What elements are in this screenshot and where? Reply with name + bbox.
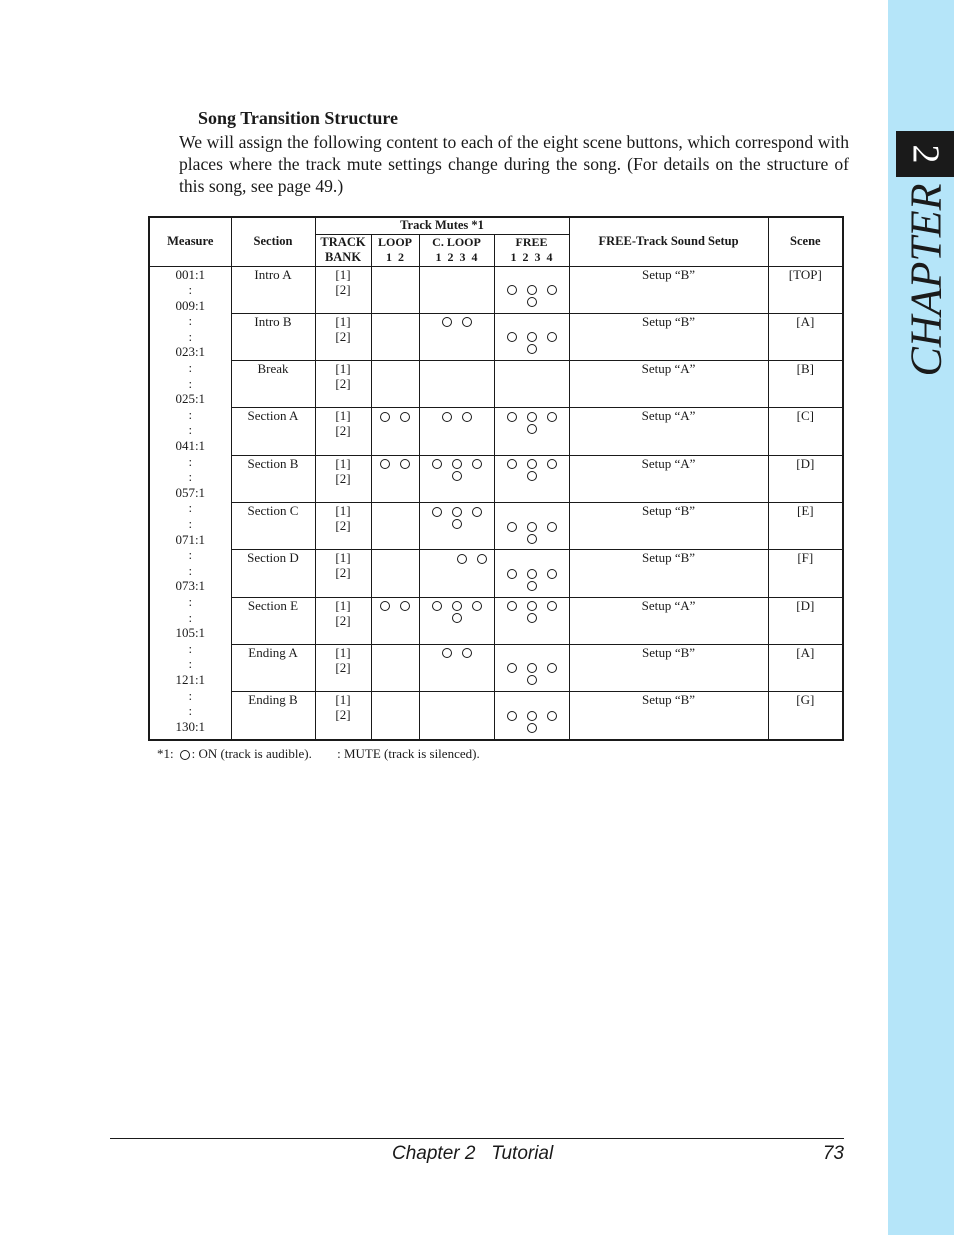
bank-2-mutes: [372, 425, 419, 440]
section-name: Intro B: [231, 313, 315, 360]
measure-mark: :: [188, 640, 193, 656]
chapter-number-box: [896, 131, 954, 177]
header-track-mutes: Track Mutes *1: [315, 217, 569, 234]
bank-1-mutes: [420, 316, 494, 331]
on-circle-icon: [507, 663, 517, 673]
page-number: 73: [822, 1143, 844, 1164]
scene-cell: [A]: [768, 313, 843, 360]
bank-label: [2]: [335, 518, 351, 534]
measure-mark: :: [188, 375, 193, 391]
bank-label: [2]: [335, 660, 351, 675]
bank-label: [1]: [335, 692, 351, 708]
track-bank-cell: [315, 455, 371, 502]
scene-cell: [TOP]: [768, 266, 843, 313]
on-circle-icon: [452, 601, 462, 611]
on-circle-icon: [547, 711, 557, 721]
bank-2-mutes: [372, 520, 419, 535]
bank-label: [2]: [335, 328, 351, 344]
header-free-setup: FREE-Track Sound Setup: [569, 217, 768, 266]
on-circle-icon: [380, 412, 390, 422]
loop-mute-cell: [371, 408, 419, 455]
measure-mark: :: [188, 453, 193, 469]
track-bank-cell: [315, 692, 371, 740]
free-mute-cell: [494, 597, 569, 644]
on-circle-icon: [547, 522, 557, 532]
measure-mark: :: [188, 703, 193, 719]
free-mute-cell: [494, 313, 569, 360]
track-bank-cell: [315, 408, 371, 455]
bank-label: [1]: [335, 408, 351, 424]
header-measure: Measure: [149, 217, 231, 266]
loop-mute-cell: [371, 645, 419, 692]
on-circle-icon: [527, 613, 537, 623]
bank-2-mutes: [420, 331, 494, 346]
measure-mark: 041:1: [175, 438, 206, 454]
on-circle-icon: [400, 601, 410, 611]
header-loop-sub: 1 2: [386, 250, 404, 264]
table-row: [149, 645, 843, 692]
on-circle-icon: [452, 519, 462, 529]
table-row: [149, 692, 843, 740]
on-circle-icon: [527, 424, 537, 434]
table-row: [149, 550, 843, 597]
loop-mute-cell: [371, 266, 419, 313]
on-circle-icon: [507, 601, 517, 611]
on-circle-icon: [457, 554, 467, 564]
measure-mark: 073:1: [175, 578, 206, 594]
on-circle-icon: [547, 285, 557, 295]
track-bank-cell: [315, 645, 371, 692]
measure-mark: :: [188, 562, 193, 578]
track-bank-cell: [315, 503, 371, 550]
bank-1-mutes: [372, 505, 419, 520]
header-free: [494, 234, 569, 266]
on-circle-icon: [547, 569, 557, 579]
scene-cell: [D]: [768, 455, 843, 502]
track-bank-cell: [315, 550, 371, 597]
measure-mark: :: [188, 422, 193, 438]
bank-2-mutes: [495, 284, 569, 299]
bank-label: [1]: [335, 455, 351, 471]
table-body: [149, 266, 843, 740]
free-mute-cell: [494, 408, 569, 455]
bank-1-mutes: [420, 694, 494, 709]
measure-mark: :: [188, 282, 193, 298]
header-loop: [371, 234, 419, 266]
bank-label: [1]: [335, 361, 351, 377]
measure-mark: 023:1: [175, 344, 206, 360]
cloop-mute-cell: [419, 645, 494, 692]
bank-1-mutes: [420, 600, 494, 615]
on-circle-icon: [527, 522, 537, 532]
measure-mark: :: [188, 406, 193, 422]
on-circle-icon: [547, 601, 557, 611]
bank-label: [2]: [335, 707, 351, 723]
on-circle-icon: [442, 648, 452, 658]
on-circle-icon: [432, 601, 442, 611]
scene-cell: [B]: [768, 361, 843, 408]
free-setup-cell: Setup “B”: [569, 692, 768, 740]
on-circle-icon: [380, 459, 390, 469]
bank-1-mutes: [495, 694, 569, 709]
bank-1-mutes: [495, 600, 569, 615]
table-row: [149, 503, 843, 550]
track-bank-cell: [315, 266, 371, 313]
on-circle-icon: [432, 459, 442, 469]
measure-mark: :: [188, 687, 193, 703]
on-circle-icon: [507, 711, 517, 721]
bank-2-mutes: [372, 567, 419, 582]
bank-2-mutes: [420, 709, 494, 724]
cloop-mute-cell: [419, 408, 494, 455]
free-mute-cell: [494, 550, 569, 597]
bank-1-mutes: [495, 505, 569, 520]
section-name: Ending B: [231, 692, 315, 740]
section-name: Section E: [231, 597, 315, 644]
scene-cell: [E]: [768, 503, 843, 550]
bank-1-mutes: [495, 363, 569, 378]
on-circle-icon: [527, 297, 537, 307]
on-circle-icon: [527, 663, 537, 673]
on-circle-icon: [452, 471, 462, 481]
cloop-mute-cell: [419, 597, 494, 644]
track-bank-cell: [315, 313, 371, 360]
on-circle-icon: [507, 459, 517, 469]
section-name: Section B: [231, 455, 315, 502]
measure-mark: :: [188, 469, 193, 485]
bank-2-mutes: [495, 520, 569, 535]
bank-2-mutes: [420, 567, 494, 582]
intro-paragraph: We will assign the following content to each of the eight scene buttons, which correspond with places where the track mute settings change during the song. (For details on the structure of this song, see page 49.): [179, 132, 849, 196]
section-name: Intro A: [231, 266, 315, 313]
bank-label: [2]: [335, 281, 351, 297]
cloop-mute-cell: [419, 550, 494, 597]
section-name: Section C: [231, 503, 315, 550]
bank-label: [1]: [335, 313, 351, 329]
measure-mark: :: [188, 313, 193, 329]
footer-title: Chapter 2 Tutorial: [392, 1143, 554, 1164]
bank-1-mutes: [420, 363, 494, 378]
free-mute-cell: [494, 503, 569, 550]
footnote: [157, 746, 480, 762]
on-circle-icon: [547, 332, 557, 342]
table-row: [149, 266, 843, 313]
loop-mute-cell: [371, 313, 419, 360]
song-transition-table: [148, 216, 844, 741]
measure-mark: :: [188, 516, 193, 531]
measure-mark: 057:1: [175, 484, 206, 500]
section-name: Section D: [231, 550, 315, 597]
chapter-number: 2: [904, 144, 946, 164]
bank-1-mutes: [372, 694, 419, 709]
header-free-sub: 1 2 3 4: [510, 250, 553, 264]
on-circle-icon: [527, 675, 537, 685]
scene-cell: [D]: [768, 597, 843, 644]
on-circle-icon: [547, 663, 557, 673]
cloop-mute-cell: [419, 266, 494, 313]
on-circle-icon: [472, 507, 482, 517]
measure-column: [149, 266, 231, 740]
free-mute-cell: [494, 266, 569, 313]
measure-mark: :: [188, 360, 193, 376]
on-circle-icon: [442, 317, 452, 327]
free-setup-cell: Setup “B”: [569, 313, 768, 360]
bank-1-mutes: [420, 458, 494, 473]
on-circle-icon: [400, 459, 410, 469]
loop-mute-cell: [371, 503, 419, 550]
track-bank-cell: [315, 361, 371, 408]
bank-1-mutes: [372, 600, 419, 615]
free-setup-cell: Setup “B”: [569, 266, 768, 313]
footnote-prefix: *1:: [157, 746, 174, 761]
on-circle-icon: [527, 344, 537, 354]
on-circle-icon: [472, 459, 482, 469]
bank-2-mutes: [495, 331, 569, 346]
on-circle-icon: [527, 601, 537, 611]
on-circle-icon: [432, 507, 442, 517]
on-circle-icon: [527, 459, 537, 469]
free-setup-cell: Setup “A”: [569, 455, 768, 502]
measure-mark: 121:1: [175, 671, 206, 687]
section-heading: Song Transition Structure: [198, 108, 399, 128]
on-circle-icon: [452, 613, 462, 623]
on-circle-icon: [180, 750, 190, 760]
bank-2-mutes: [420, 284, 494, 299]
bank-2-mutes: [420, 662, 494, 677]
header-cloop: [419, 234, 494, 266]
measure-mark: 025:1: [175, 391, 206, 407]
bank-label: [2]: [335, 612, 351, 628]
on-circle-icon: [507, 332, 517, 342]
measure-mark: :: [188, 609, 193, 625]
bank-1-mutes: [495, 647, 569, 662]
on-circle-icon: [547, 459, 557, 469]
bank-1-mutes: [372, 458, 419, 473]
loop-mute-cell: [371, 692, 419, 740]
on-circle-icon: [547, 412, 557, 422]
header-free-label: FREE: [515, 235, 548, 249]
cloop-mute-cell: [419, 361, 494, 408]
measure-mark: :: [188, 500, 193, 516]
bank-1-mutes: [420, 647, 494, 662]
loop-mute-cell: [371, 550, 419, 597]
header-scene: Scene: [768, 217, 843, 266]
bank-1-mutes: [420, 410, 494, 425]
measure-mark: :: [188, 656, 193, 672]
on-circle-icon: [527, 534, 537, 544]
on-circle-icon: [527, 581, 537, 591]
measure-mark: :: [188, 547, 193, 563]
free-setup-cell: Setup “A”: [569, 597, 768, 644]
bank-label: [1]: [335, 597, 351, 613]
bank-label: [1]: [335, 550, 351, 566]
on-circle-icon: [400, 412, 410, 422]
bank-2-mutes: [372, 615, 419, 630]
bank-1-mutes: [420, 269, 494, 284]
bank-2-mutes: [495, 567, 569, 582]
cloop-mute-cell: [419, 692, 494, 740]
on-circle-icon: [527, 711, 537, 721]
on-circle-icon: [507, 412, 517, 422]
free-mute-cell: [494, 455, 569, 502]
on-circle-icon: [442, 412, 452, 422]
scene-cell: [A]: [768, 645, 843, 692]
on-circle-icon: [507, 522, 517, 532]
table-row: [149, 313, 843, 360]
bank-1-mutes: [495, 410, 569, 425]
bank-2-mutes: [420, 378, 494, 393]
free-setup-cell: Setup “B”: [569, 645, 768, 692]
bank-1-mutes: [495, 316, 569, 331]
bank-2-mutes: [372, 473, 419, 488]
table-row: [149, 597, 843, 644]
measure-mark: 130:1: [175, 718, 206, 734]
free-mute-cell: [494, 361, 569, 408]
scene-cell: [G]: [768, 692, 843, 740]
free-setup-cell: Setup “A”: [569, 361, 768, 408]
on-circle-icon: [462, 317, 472, 327]
bank-2-mutes: [495, 662, 569, 677]
measure-mark: :: [188, 593, 193, 609]
cloop-mute-cell: [419, 455, 494, 502]
on-circle-icon: [462, 412, 472, 422]
header-loop-label: LOOP: [377, 235, 412, 249]
on-circle-icon: [527, 723, 537, 733]
bank-label: [2]: [335, 565, 351, 581]
bank-1-mutes: [372, 647, 419, 662]
bank-label: [1]: [335, 266, 351, 282]
bank-1-mutes: [495, 458, 569, 473]
free-mute-cell: [494, 692, 569, 740]
bank-1-mutes: [420, 552, 494, 567]
on-circle-icon: [527, 285, 537, 295]
chapter-word: CHAPTER: [901, 183, 951, 377]
footer-rule: [110, 1138, 844, 1139]
section-name: Section A: [231, 408, 315, 455]
track-bank-cell: [315, 597, 371, 644]
bank-label: [2]: [335, 470, 351, 486]
bank-2-mutes: [495, 709, 569, 724]
on-circle-icon: [452, 459, 462, 469]
bank-2-mutes: [420, 425, 494, 440]
bank-1-mutes: [372, 316, 419, 331]
header-cloop-label: C. LOOP: [432, 235, 481, 249]
bank-1-mutes: [372, 269, 419, 284]
footnote-mute: : MUTE (track is silenced).: [337, 746, 480, 761]
on-circle-icon: [507, 285, 517, 295]
on-circle-icon: [527, 471, 537, 481]
measure-mark: 105:1: [175, 625, 206, 641]
cloop-mute-cell: [419, 503, 494, 550]
section-name: Break: [231, 361, 315, 408]
loop-mute-cell: [371, 455, 419, 502]
free-mute-cell: [494, 645, 569, 692]
header-section: Section: [231, 217, 315, 266]
bank-label: [1]: [335, 645, 351, 660]
bank-label: [2]: [335, 376, 351, 392]
loop-mute-cell: [371, 361, 419, 408]
bank-1-mutes: [495, 269, 569, 284]
bank-1-mutes: [372, 552, 419, 567]
bank-2-mutes: [372, 331, 419, 346]
on-circle-icon: [527, 332, 537, 342]
bank-2-mutes: [495, 378, 569, 393]
on-circle-icon: [477, 554, 487, 564]
header-cloop-sub: 1 2 3 4: [435, 250, 478, 264]
section-name: Ending A: [231, 645, 315, 692]
scene-cell: [C]: [768, 408, 843, 455]
free-setup-cell: Setup “B”: [569, 503, 768, 550]
loop-mute-cell: [371, 597, 419, 644]
on-circle-icon: [452, 507, 462, 517]
bank-1-mutes: [495, 552, 569, 567]
on-circle-icon: [527, 569, 537, 579]
measure-mark: 001:1: [175, 266, 206, 282]
bank-label: [2]: [335, 423, 351, 439]
bank-2-mutes: [372, 709, 419, 724]
bank-2-mutes: [372, 662, 419, 677]
measure-mark: 009:1: [175, 297, 206, 313]
measure-mark: 071:1: [175, 531, 206, 547]
bank-1-mutes: [372, 410, 419, 425]
table-row: [149, 455, 843, 502]
bank-label: [1]: [335, 503, 351, 519]
free-setup-cell: Setup “A”: [569, 408, 768, 455]
cloop-mute-cell: [419, 313, 494, 360]
on-circle-icon: [472, 601, 482, 611]
bank-1-mutes: [372, 363, 419, 378]
on-circle-icon: [507, 569, 517, 579]
on-circle-icon: [462, 648, 472, 658]
header-track-bank: TRACK BANK: [315, 234, 371, 266]
on-circle-icon: [380, 601, 390, 611]
on-circle-icon: [527, 412, 537, 422]
scene-cell: [F]: [768, 550, 843, 597]
free-setup-cell: Setup “B”: [569, 550, 768, 597]
bank-1-mutes: [420, 505, 494, 520]
bank-2-mutes: [372, 378, 419, 393]
measure-mark: :: [188, 328, 193, 344]
bank-2-mutes: [372, 284, 419, 299]
footnote-on: : ON (track is audible).: [191, 746, 312, 761]
table-row: [149, 361, 843, 408]
chapter-tab: [901, 183, 951, 377]
table-row: [149, 408, 843, 455]
